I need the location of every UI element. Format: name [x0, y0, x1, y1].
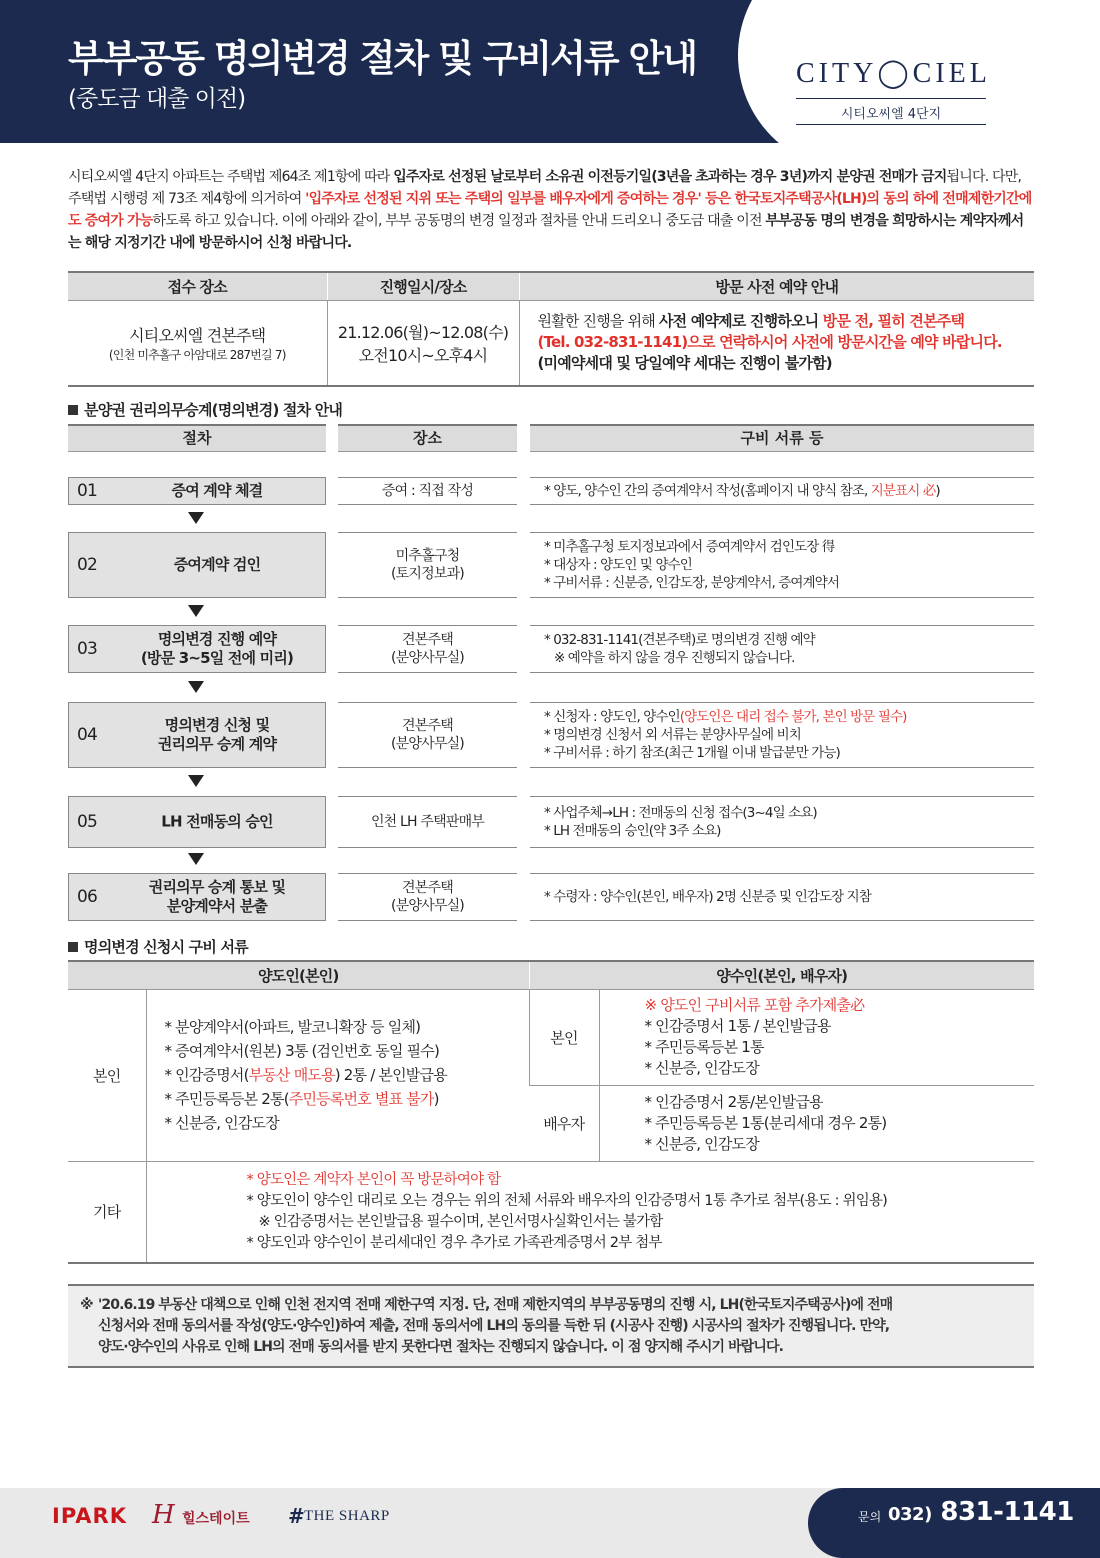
contact-phone[interactable]	[888, 1497, 1074, 1527]
doc-highlight: 주민등록번호 별표 불가	[288, 1090, 434, 1108]
notice-note: (미예약세대 및 당일예약 세대는 진행이 불가함)	[537, 354, 832, 373]
section-title-text: 분양권 권리의무승계(명의변경) 절차 안내	[84, 401, 343, 419]
doc-line: ※ 인감증명서는 본인발급용 필수이며, 본인서명사실확인서는 불가함	[258, 1213, 663, 1230]
step-06-docs	[530, 873, 1034, 921]
step-01-place: 증여 : 직접 작성	[338, 477, 517, 505]
doc-line: * 증여계약서(원본) 3통 (검인번호 동일 필수)	[164, 1042, 440, 1060]
phone-number: 831-1141	[940, 1497, 1074, 1527]
step-01-docs	[530, 477, 1034, 505]
doc-line: * 신청자 : 양도인, 양수인	[544, 709, 680, 725]
schedule-date: 21.12.06(월)~12.08(수)	[337, 322, 509, 342]
intro-text: 하도록 하고 있습니다. 이에 아래와 같이, 부부 공동명의 변경 일정과 절차를 안내 드리오니 중도금 대출 이전	[152, 213, 766, 229]
row-label-spouse: 배우자	[529, 1085, 599, 1161]
doc-line: * 미추홀구청 토지정보과에서 증여계약서 검인도장 得	[544, 539, 835, 555]
doc-line: * 신분증, 인감도장	[644, 1059, 759, 1077]
doc-line: ※ 예약을 하지 않을 경우 진행되지 않습니다.	[554, 650, 795, 666]
section-title-text: 명의변경 신청시 구비 서류	[84, 938, 248, 956]
place-address: (인천 미추홀구 아암대로 287번길 7)	[108, 347, 286, 362]
down-arrow-icon	[188, 853, 204, 865]
footnote-box	[68, 1284, 1034, 1368]
transferee-spouse-docs	[599, 1085, 1034, 1161]
intro-text: 시티오씨엘 4단지 아파트는 주택법 제64조 제1항에 따라	[68, 169, 394, 185]
hillstate-logo-icon: H	[152, 1500, 175, 1530]
cityciel-logo: CITY◯CIEL	[796, 58, 991, 89]
header-reception-place: 접수 장소	[68, 272, 327, 300]
doc-line: * 인감증명서(	[164, 1066, 249, 1084]
place-name: 시티오씨엘 견본주택	[129, 325, 266, 345]
etc-docs	[146, 1161, 1034, 1263]
doc-line: * 사업주체→LH : 전매동의 신청 접수(3~4일 소요)	[544, 805, 817, 821]
step-01-box	[68, 477, 326, 505]
doc-line: * 구비서류 : 신분증, 인감도장, 분양계약서, 증여계약서	[544, 575, 839, 591]
down-arrow-icon	[188, 512, 204, 524]
doc-line: )	[433, 1090, 439, 1108]
intro-text: 됩니다. 다만, 주택법 시행령 제 73조 제4항에 의거하여	[68, 169, 1022, 207]
intro-bold-text: 부부공동 명의 변경을 희망하시는 계약자께서는 해당 지정기간 내에 방문하시어 신청 바랍니다.	[68, 213, 1024, 251]
schedule-cell	[327, 300, 519, 386]
doc-line: * 신분증, 인감도장	[644, 1134, 759, 1153]
doc-highlight: 지분표시 必	[870, 483, 936, 499]
transferor-docs	[146, 989, 529, 1161]
step-number: 02	[77, 555, 98, 575]
note-line: 양도·양수인의 사유로 인해 LH의 전매 동의서를 받지 못한다면 절차는 진행되지 않습니다. 이 점 양지해 주시기 바랍니다.	[98, 1339, 784, 1355]
step-number: 01	[77, 481, 98, 501]
step-06-box	[68, 873, 326, 921]
step-04-place: 견본주택 (분양사무실)	[338, 702, 517, 768]
docs-section-title	[68, 936, 248, 957]
header-documents: 구비 서류 등	[530, 424, 1034, 452]
doc-line: * 032-831-1141(견본주택)로 명의변경 진행 예약	[544, 632, 815, 648]
down-arrow-icon	[188, 775, 204, 787]
header-schedule: 진행일시/장소	[327, 272, 519, 300]
header-banner	[0, 0, 1100, 143]
step-title: 증여계약 검인	[173, 555, 261, 574]
doc-line: ) 2통 / 본인발급용	[334, 1066, 447, 1084]
doc-line: * 대상자 : 양도인 및 양수인	[544, 557, 692, 573]
step-number: 03	[77, 639, 98, 659]
step-04-box	[68, 702, 326, 768]
step-03-place: 견본주택 (분양사무실)	[338, 625, 517, 673]
step-03-box	[68, 625, 326, 673]
header-transferor: 양도인(본인)	[68, 961, 529, 989]
step-number: 06	[77, 887, 98, 907]
doc-line: * 양도, 양수인 간의 증여계약서 작성(홈페이지 내 양식 참조,	[544, 483, 871, 499]
doc-line: * 양도인이 양수인 대리로 오는 경우는 위의 전체 서류와 배우자의 인감증명서 1통 추가로 첨부(용도 : 위임용)	[246, 1192, 888, 1209]
intro-bold-text: 입주자로 선정된 날로부터 소유권 이전등기일(3년을 초과하는 경우 3년)까지 분양권 전매가 금지	[393, 169, 947, 185]
step-06-place: 견본주택 (분양사무실)	[338, 873, 517, 921]
step-title: LH 전매동의 승인	[161, 812, 273, 831]
procedure-section-title	[68, 399, 342, 420]
phone-prefix: 032)	[888, 1504, 932, 1525]
header-transferee: 양수인(본인, 배우자)	[529, 961, 1034, 989]
page-subtitle: (중도금 대출 이전)	[68, 86, 246, 112]
step-05-docs	[530, 796, 1034, 848]
step-number: 05	[77, 812, 98, 832]
step-05-place: 인천 LH 주택판매부	[338, 796, 517, 848]
notice-phone-line: (Tel. 032-831-1141)으로 연락하시어 사전에 방문시간을 예약 바랍니다.	[537, 333, 1002, 352]
down-arrow-icon	[188, 681, 204, 693]
thesharp-logo-icon: #	[288, 1504, 305, 1528]
required-docs-table	[68, 960, 1034, 1264]
intro-highlight-text: '입주자로 선정된 지위 또는 주택의 일부를 배우자에게 증여하는 경우' 등은 한국토지주택공사(LH)의 동의 하에 전매제한기간에도 증여가 가능	[68, 191, 1032, 229]
header-place: 장소	[338, 424, 517, 452]
reservation-cell	[519, 300, 1034, 386]
doc-highlight: (양도인은 대리 접수 불가, 본인 방문 필수)	[679, 709, 907, 725]
step-02-box	[68, 532, 326, 598]
step-title: 명의변경 진행 예약 (방문 3~5일 전에 미리)	[140, 630, 294, 667]
row-label-transferee-self: 본인	[529, 989, 599, 1085]
step-05-box	[68, 796, 326, 848]
logo-subtitle: 시티오씨엘 4단지	[840, 107, 942, 122]
down-arrow-icon	[188, 605, 204, 617]
doc-line: * 양도인과 양수인이 분리세대인 경우 추가로 가족관계증명서 2부 첨부	[246, 1234, 662, 1251]
step-02-place: 미추홀구청 (토지정보과)	[338, 532, 517, 598]
doc-line: * 신분증, 인감도장	[164, 1114, 279, 1132]
doc-line: * 주민등록등본 1통(분리세대 경우 2통)	[644, 1113, 887, 1132]
thesharp-logo: THE SHARP	[304, 1508, 390, 1524]
square-bullet-icon	[68, 942, 78, 952]
ipark-logo: IPARK	[52, 1504, 127, 1528]
reception-table	[68, 271, 1034, 387]
doc-line: * 주민등록등본 2통(	[164, 1090, 289, 1108]
notice-highlight: 방문 전, 필히 견본주택	[822, 312, 965, 331]
reception-place-cell	[68, 300, 327, 386]
header-step: 절차	[68, 424, 326, 452]
header-reservation: 방문 사전 예약 안내	[519, 272, 1034, 300]
notice-bold: 사전 예약제로 진행하오니	[658, 312, 823, 331]
doc-line: * 구비서류 : 하기 참조(최근 1개월 이내 발급분만 가능)	[544, 745, 840, 761]
step-title: 명의변경 신청 및 권리의무 승계 계약	[157, 716, 277, 753]
note-mark: ※	[80, 1297, 93, 1313]
contact-label: 문의	[858, 1510, 882, 1524]
note-line: 신청서와 전매 동의서를 작성(양도·양수인)하여 제출, 전매 동의서에 LH의 동의를 득한 뒤 (시공사 진행) 시공사의 절차가 진행됩니다. 만약,	[98, 1318, 890, 1334]
doc-line: * 분양계약서(아파트, 발코니확장 등 일체)	[164, 1018, 421, 1036]
step-title: 권리의무 승계 통보 및 분양계약서 분출	[148, 878, 286, 915]
page-title: 부부공동 명의변경 절차 및 구비서류 안내	[68, 37, 697, 80]
doc-highlight: * 양도인은 계약자 본인이 꼭 방문하여야 함	[246, 1171, 501, 1188]
doc-highlight: ※ 양도인 구비서류 포함 추가제출必	[644, 996, 865, 1014]
divider	[796, 98, 986, 99]
step-title: 증여 계약 체결	[171, 481, 263, 500]
doc-line: * 인감증명서 1통 / 본인발급용	[644, 1017, 831, 1035]
step-03-docs	[530, 625, 1034, 673]
square-bullet-icon	[68, 405, 78, 415]
doc-highlight: 부동산 매도용	[248, 1066, 335, 1084]
doc-line: * 주민등록등본 1통	[644, 1038, 764, 1056]
step-02-docs	[530, 532, 1034, 598]
schedule-time: 오전10시~오후4시	[358, 345, 488, 365]
doc-line: * 명의변경 신청서 외 서류는 분양사무실에 비치	[544, 727, 801, 743]
doc-line: * 수령자 : 양수인(본인, 배우자) 2명 신분증 및 인감도장 지참	[544, 889, 871, 905]
doc-line: )	[935, 483, 940, 499]
row-label-etc: 기타	[68, 1161, 146, 1263]
transferee-self-docs	[599, 989, 1034, 1085]
notice-text: 원활한 진행을 위해	[537, 312, 659, 331]
doc-line: * LH 전매동의 승인(약 3주 소요)	[544, 823, 721, 839]
intro-paragraph	[68, 166, 1034, 254]
row-label-self: 본인	[68, 989, 146, 1161]
step-04-docs	[530, 702, 1034, 768]
doc-line: * 인감증명서 2통/본인발급용	[644, 1092, 823, 1111]
note-line: '20.6.19 부동산 대책으로 인해 인천 전지역 전매 제한구역 지정. 단, 전매 제한지역의 부부공동명의 진행 시, LH(한국토지주택공사)에 전매	[98, 1297, 893, 1313]
step-number: 04	[77, 725, 98, 745]
hillstate-logo: 힐스테이트	[182, 1511, 250, 1527]
divider	[796, 124, 986, 125]
